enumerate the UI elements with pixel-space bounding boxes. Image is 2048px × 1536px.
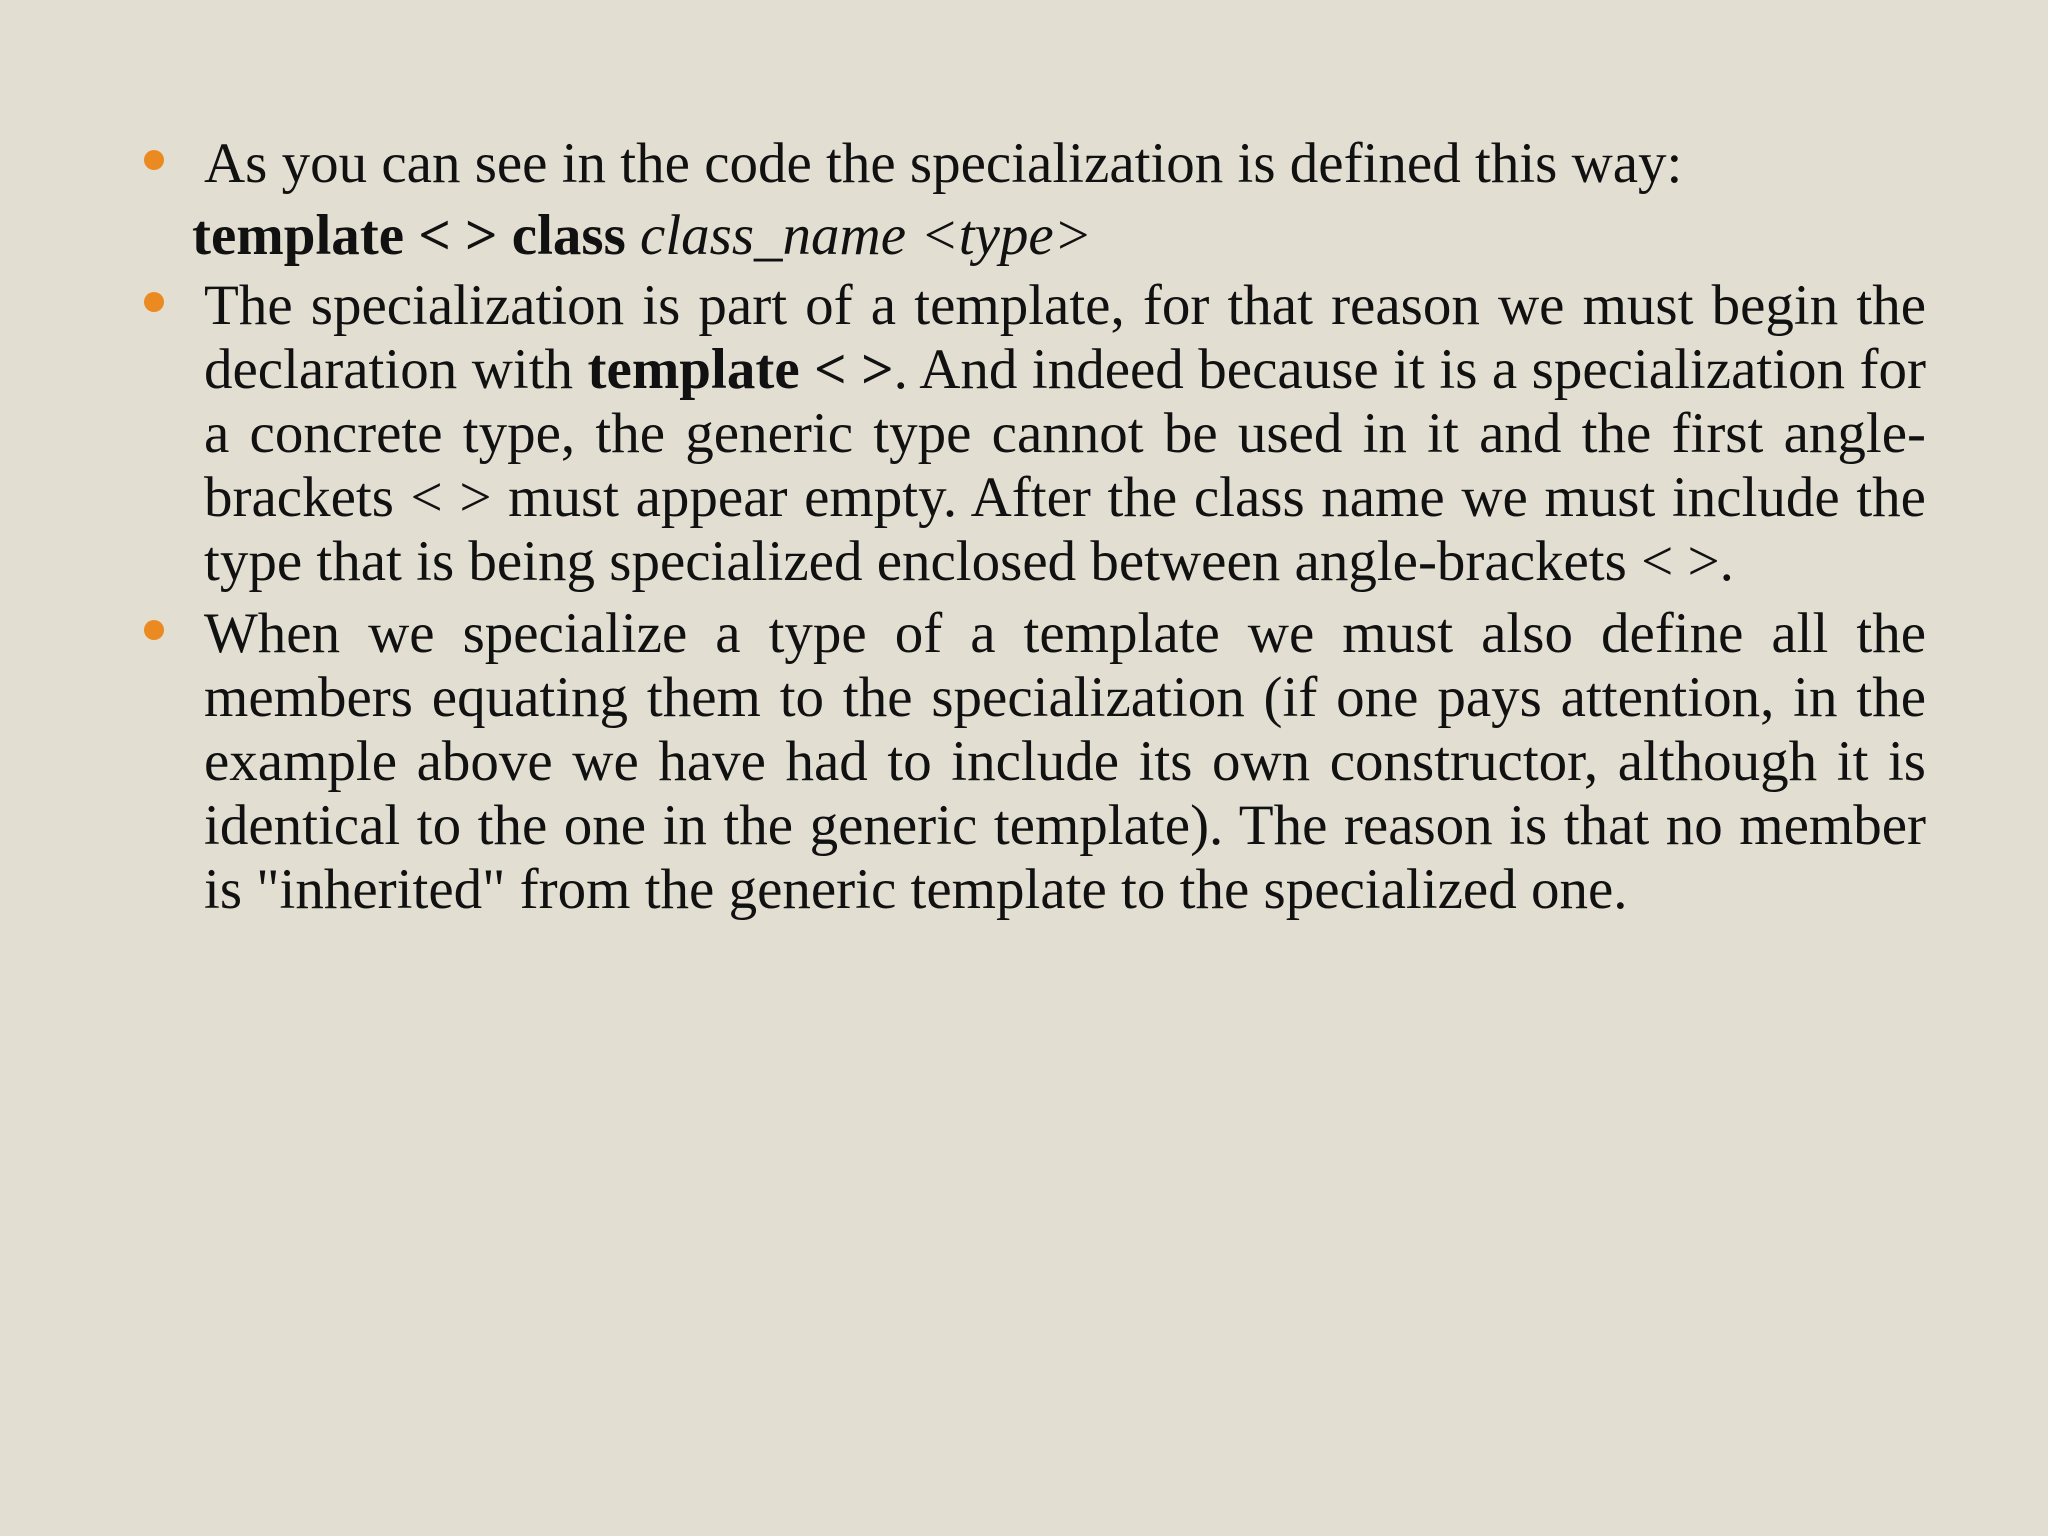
code-syntax-line bbox=[192, 204, 1926, 268]
bullet-item-3 bbox=[204, 602, 1926, 922]
code-type-param: <type> bbox=[920, 204, 1093, 267]
bullet-text-part-a: The specialization is part of a template, for that reason we must begin the declaration with bbox=[204, 274, 1926, 401]
bullet-text-bold-keyword: template < > bbox=[587, 338, 894, 401]
bullet-dot-icon bbox=[144, 150, 164, 170]
bullet-text: When we specialize a type of a template we must also define all the members equating them to the specialization (if one pays attention, in the example above we have had to include its own constructor, although it is identical to the one in the generic template). The reason is that no member is "inherited" from the generic template to the specialized one. bbox=[204, 602, 1926, 921]
bullet-list bbox=[192, 132, 1927, 922]
code-keyword-class: class bbox=[511, 204, 626, 267]
bullet-item-1 bbox=[192, 132, 1926, 268]
bullet-text: As you can see in the code the specialization is defined this way: bbox=[204, 132, 1683, 195]
bullet-dot-icon bbox=[144, 292, 164, 312]
code-keyword-template: template < > bbox=[192, 204, 498, 267]
bullet-text-part-b: . And indeed because it is a specialization for a concrete type, the generic type cannot be used in it and the first angle-brackets < > must appear empty. After the class name we must include the type that is being specialized enclosed between angle-brackets < >. bbox=[204, 338, 1927, 593]
bullet-item-2 bbox=[204, 274, 1926, 594]
bullet-dot-icon bbox=[144, 620, 164, 640]
code-class-name: class_name bbox=[640, 204, 907, 267]
